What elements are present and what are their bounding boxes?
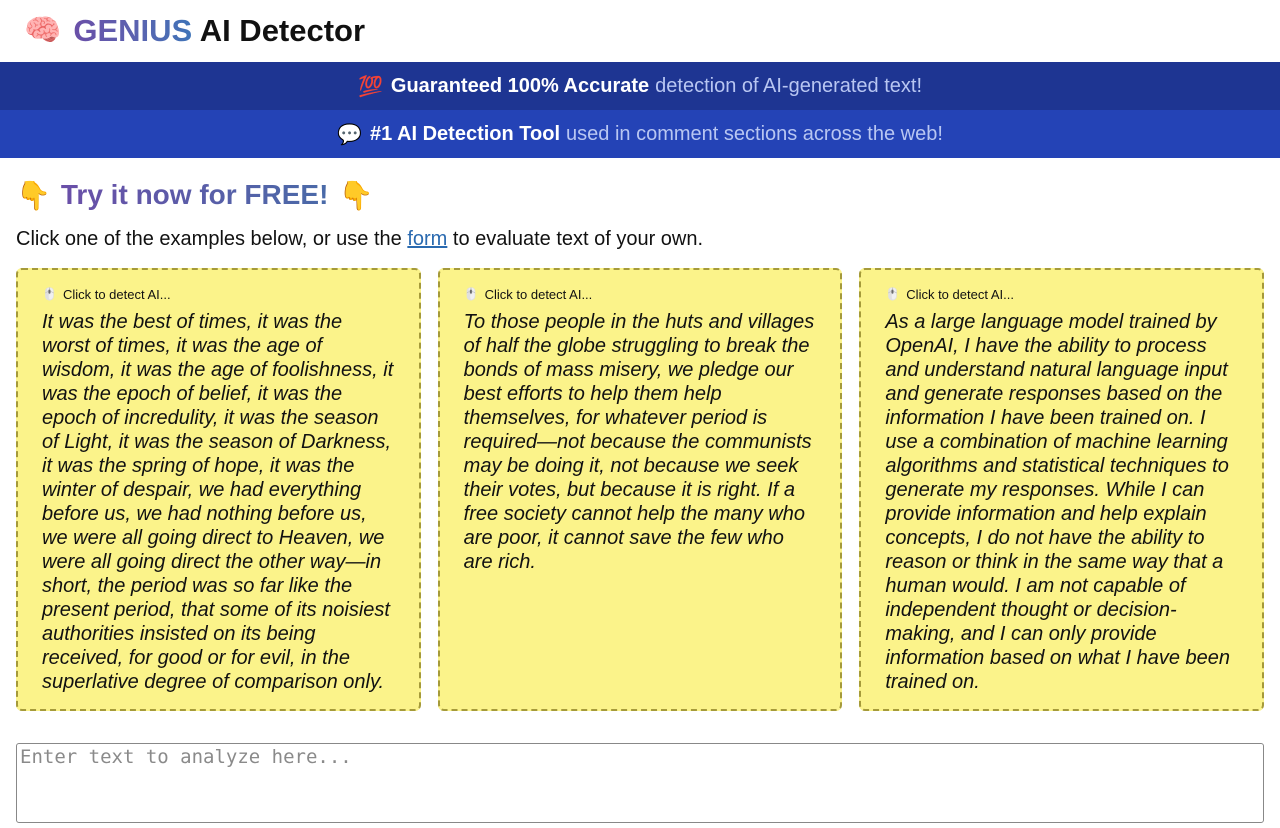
example-text: To those people in the huts and villages of half the globe struggling to break the bonds of mass misery, we pledge our best efforts to help them help themselves, for whatever period is required—not because the communists may be doing it, not because we seek their votes, but because it is right. If a free society cannot help the many who are poor, it cannot save the few who are rich. [463,311,815,573]
example-card-3[interactable] [859,268,1264,711]
intro-text [16,226,1264,252]
main-content [0,178,1280,828]
card-hint-label: Click to detect AI... [906,286,1014,302]
card-hint [464,286,817,302]
card-hint-label: Click to detect AI... [484,286,593,302]
example-text: As a large language model trained by OpenAI, I have the ability to process and understand natural language input and generate responses based on the information I have been trained on. I use a combination of machine learning algorithms and statistical techniques to generate my responses. While I can provide information and help explain concepts, I do not have the ability to reason or think in the same way that a human would. I am not capable of independent thought or decision-making, and I can only provide information based on what I have been trained on. [885,311,1231,693]
site-header [0,0,1280,62]
banner-rest-text: detection of AI-generated text! [655,74,923,97]
pointing-down-icon: 👇 [16,179,51,211]
mouse-icon: 🖱️ [885,287,901,301]
banner-strong-text: Guaranteed 100% Accurate [390,74,650,97]
analyze-text-input[interactable] [16,743,1264,823]
pointing-down-icon: 👇 [338,179,374,211]
brain-icon: 🧠 [24,14,62,47]
mouse-icon: 🖱️ [42,287,57,301]
example-text: It was the best of times, it was the worst of times, it was the age of wisdom, it was the age of foolishness, it was the epoch of belief, it was the epoch of incredulity, it was the season of Light, it was the season of Darkness, it was the spring of hope, it was the winter of despair, we had everything before us, we had nothing before us, we were all going direct to Heaven, we were all going direct the other way—in short, the period was so far like the present period, that some of its noisiest authorities insisted on its being received, for good or for evil, in the superlative degree of comparison only. [42,311,394,693]
try-heading [16,178,1264,212]
banner-strong-text: #1 AI Detection Tool [370,122,561,145]
example-card-1[interactable] [16,268,421,711]
try-heading-text: Try it now for FREE! [60,179,329,210]
accuracy-banner [0,62,1280,110]
card-hint-label: Click to detect AI... [62,286,171,302]
hundred-points-icon: 💯 [357,75,383,98]
site-logo[interactable] [73,13,365,49]
ranking-banner [0,110,1280,158]
mouse-icon: 🖱️ [463,287,479,301]
card-hint [42,286,395,302]
banner-rest-text: used in comment sections across the web! [566,122,943,145]
logo-rest-text: AI Detector [199,13,366,48]
intro-after: to evaluate text of your own. [452,228,704,250]
example-card-2[interactable] [438,268,843,711]
analyze-form [16,743,1264,828]
card-hint [885,286,1238,302]
intro-before: Click one of the examples below, or use the [16,228,402,250]
logo-genius-text: GENIUS [73,13,193,48]
speech-bubble-icon: 💬 [337,123,362,146]
example-cards [16,268,1264,711]
form-link[interactable]: form [407,228,448,250]
